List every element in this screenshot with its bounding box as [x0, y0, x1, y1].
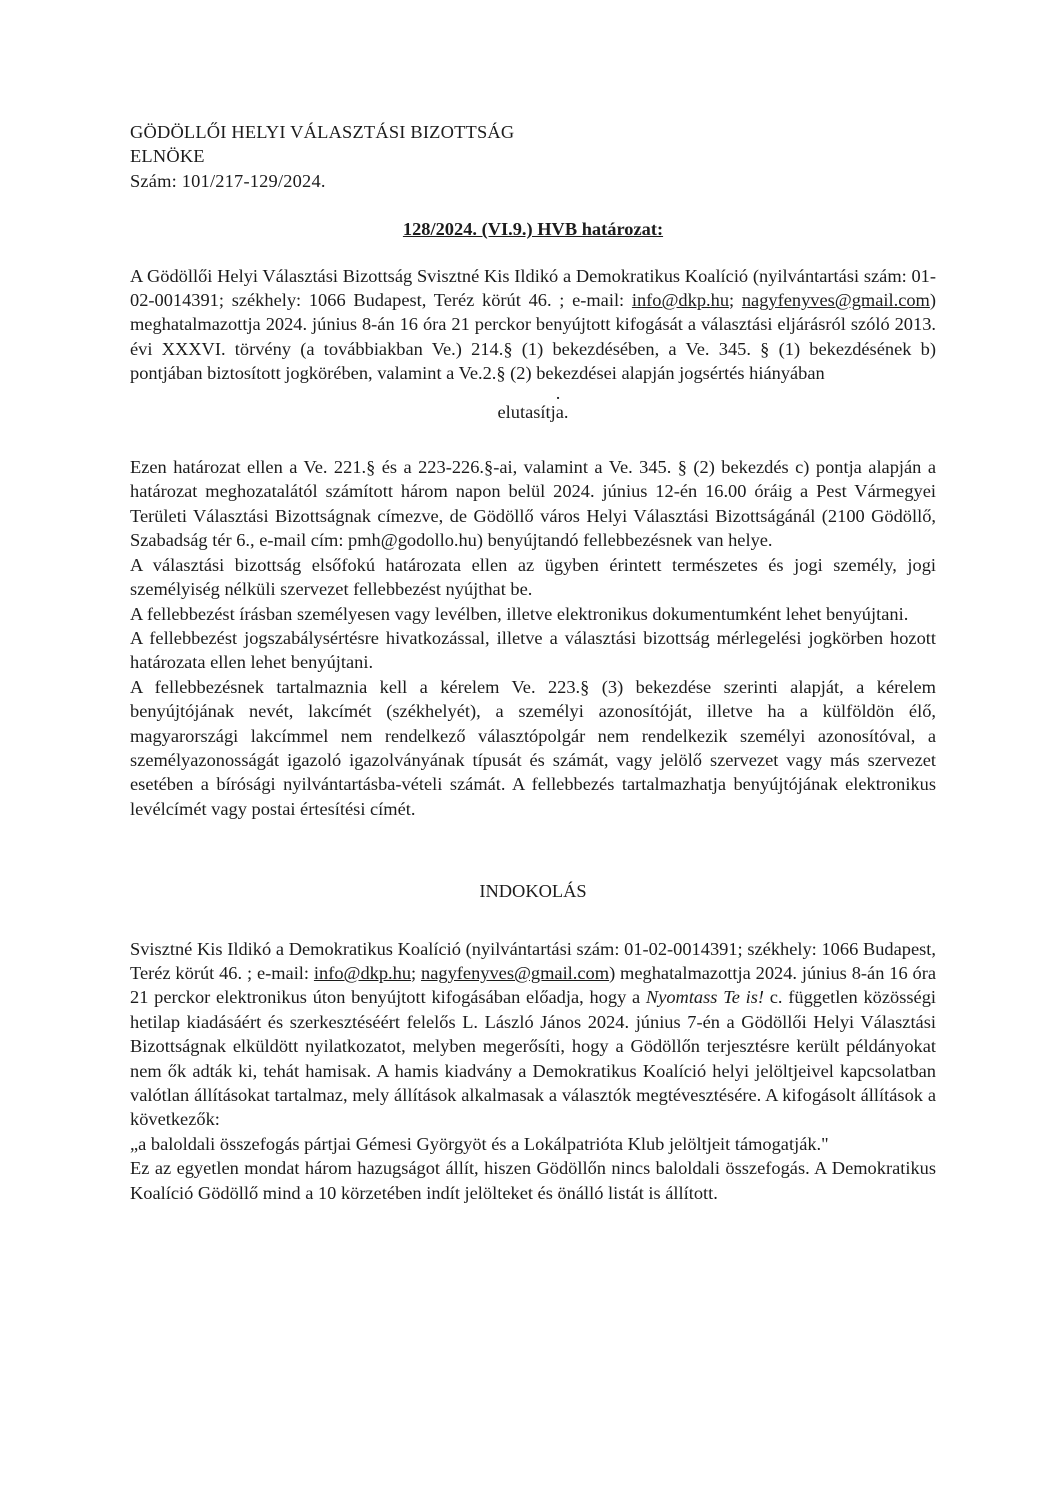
- intro-text-1: A Gödöllői Helyi Választási Bizottság Svisztné Kis Ildikó a Demokratikus Koalíció (nyilvántartási szám: 01-02-0014391; székhely: 1066 Budapest, Teréz körút 46. ; e-mail:: [130, 265, 936, 311]
- publication-title: Nyomtass Te is!: [645, 987, 765, 1008]
- intro-separator: ;: [729, 290, 742, 311]
- appeal-section: [130, 455, 936, 821]
- email-link-info-2[interactable]: info@dkp.hu: [313, 962, 412, 983]
- email-link-nagyfenyves[interactable]: nagyfenyves@gmail.com: [741, 290, 930, 311]
- email-link-nagyfenyves-2[interactable]: nagyfenyves@gmail.com: [421, 962, 610, 983]
- appeal-paragraph-5: A fellebbezésnek tartalmaznia kell a kérelem Ve. 223.§ (3) bekezdése szerinti alapját, a kérelem benyújtójának nevét, lakcímét (székhelyét), a személyi azonosítóját, illetve ha a külföldön élő, magyarországi lakcímmel nem rendelkező választópolgár nem rendelkezik személyi azonosítóval, a személyazonosságát igazoló igazolványának típusát és számát, vagy jelölő szervezet vagy más szervezet esetében a bírósági nyilvántartásba-vételi számát. A fellebbezés tartalmazhatja benyújtójának elektronikus levélcímét vagy postai értesítési címét.: [130, 676, 936, 819]
- appeal-paragraph-4: A fellebbezést jogszabálysértésre hivatkozással, illetve a választási bizottság mérlegelési jogkörben hozott határozata ellen lehet benyújtani.: [130, 627, 936, 673]
- quoted-claim: „a baloldali összefogás pártjai Gémesi Györgyöt és a Lokálpatrióta Klub jelöltjeit támogatják.": [130, 1133, 829, 1154]
- issuer-role: ELNÖKE: [130, 146, 205, 167]
- appeal-paragraph-2: A választási bizottság elsőfokú határozata ellen az ügyben érintett természetes és jogi személy, jogi személyiség nélküli szervezet fellebbezést nyújthat be.: [130, 554, 936, 600]
- section-heading-indokolas: INDOKOLÁS: [479, 881, 587, 902]
- issuer-name: GÖDÖLLŐI HELYI VÁLASZTÁSI BIZOTTSÁG: [130, 122, 515, 142]
- reasoning-closing: Ez az egyetlen mondat három hazugságot állít, hiszen Gödöllőn nincs baloldali összefogás. A Demokratikus Koalíció Gödöllő mind a 10 körzetében indít jelölteket és önálló listát is állított.: [130, 1158, 936, 1203]
- reasoning-section: [130, 937, 936, 1205]
- case-number: Szám: 101/217-129/2024.: [130, 170, 326, 191]
- email-link-info[interactable]: info@dkp.hu: [631, 290, 730, 311]
- reasoning-text-3: c. független közösségi hetilap kiadásáért és szerkesztéséért felelős L. László János 2024. június 7-én a Gödöllői Helyi Választási Bizottságnak elküldött nyilatkozatot, melyben megerősíti, hogy a Gödöllőn terjesztésre került példányokat nem ők adták ki, tehát hamisak. A hamis kiadvány a Demokratikus Koalíció helyi jelöltjeivel kapcsolatban valótlan állításokat tartalmaz, mely állítások alkalmasak a választók megtévesztésére. A kifogásolt állítások a következők:: [130, 987, 936, 1130]
- intro-text-2: ) meghatalmazottja 2024. június 8-án 16 óra 21 perckor benyújtott kifogását a választási eljárásról szóló 2013. évi XXXVI. törvény (a továbbiakban Ve.) 214.§ (1) bekezdésében, a Ve. 345. § (1) bekezdésének b) pontjában biztosított jogkörében, valamint a Ve.2.§ (2) bekezdései alapján jogsértés hiányában: [130, 290, 936, 384]
- appeal-paragraph-1: Ezen határozat ellen a Ve. 221.§ és a 223-226.§-ai, valamint a Ve. 345. § (2) bekezdés c) pontja alapján a határozat meghozatalától számított három napon belül 2024. június 12-én 16.00 óráig a Pest Vármegyei Területi Választási Bizottságnak címezve, de Gödöllő város Helyi Választási Bizottságánál (2100 Gödöllő, Szabadság tér 6., e-mail cím: pmh@godollo.hu) benyújtandó fellebbezésnek van helye.: [130, 457, 936, 551]
- issuer-header: [130, 120, 936, 193]
- decision-word: elutasítja.: [497, 401, 569, 422]
- reasoning-paragraph: [130, 937, 936, 1132]
- reasoning-text-1: Svisztné Kis Ildikó a Demokratikus Koalíció (nyilvántartási szám: 01-02-0014391; székhely: 1066 Budapest, Teréz körút 46. ; e-mail:: [130, 938, 936, 983]
- resolution-title: 128/2024. (VI.9.) HVB határozat:: [402, 219, 664, 240]
- document-body: [130, 120, 936, 1205]
- reasoning-separator: ;: [411, 962, 422, 983]
- appeal-paragraph-3: A fellebbezést írásban személyesen vagy levélben, illetve elektronikus dokumentumként lehet benyújtani.: [130, 603, 909, 624]
- intro-paragraph: [130, 264, 936, 386]
- reasoning-text-2: ) meghatalmazottja 2024. június 8-án 16 óra 21 perckor elektronikus úton benyújtott kifogásában előadja, hogy a: [130, 962, 936, 1008]
- stray-dot: .: [555, 382, 561, 403]
